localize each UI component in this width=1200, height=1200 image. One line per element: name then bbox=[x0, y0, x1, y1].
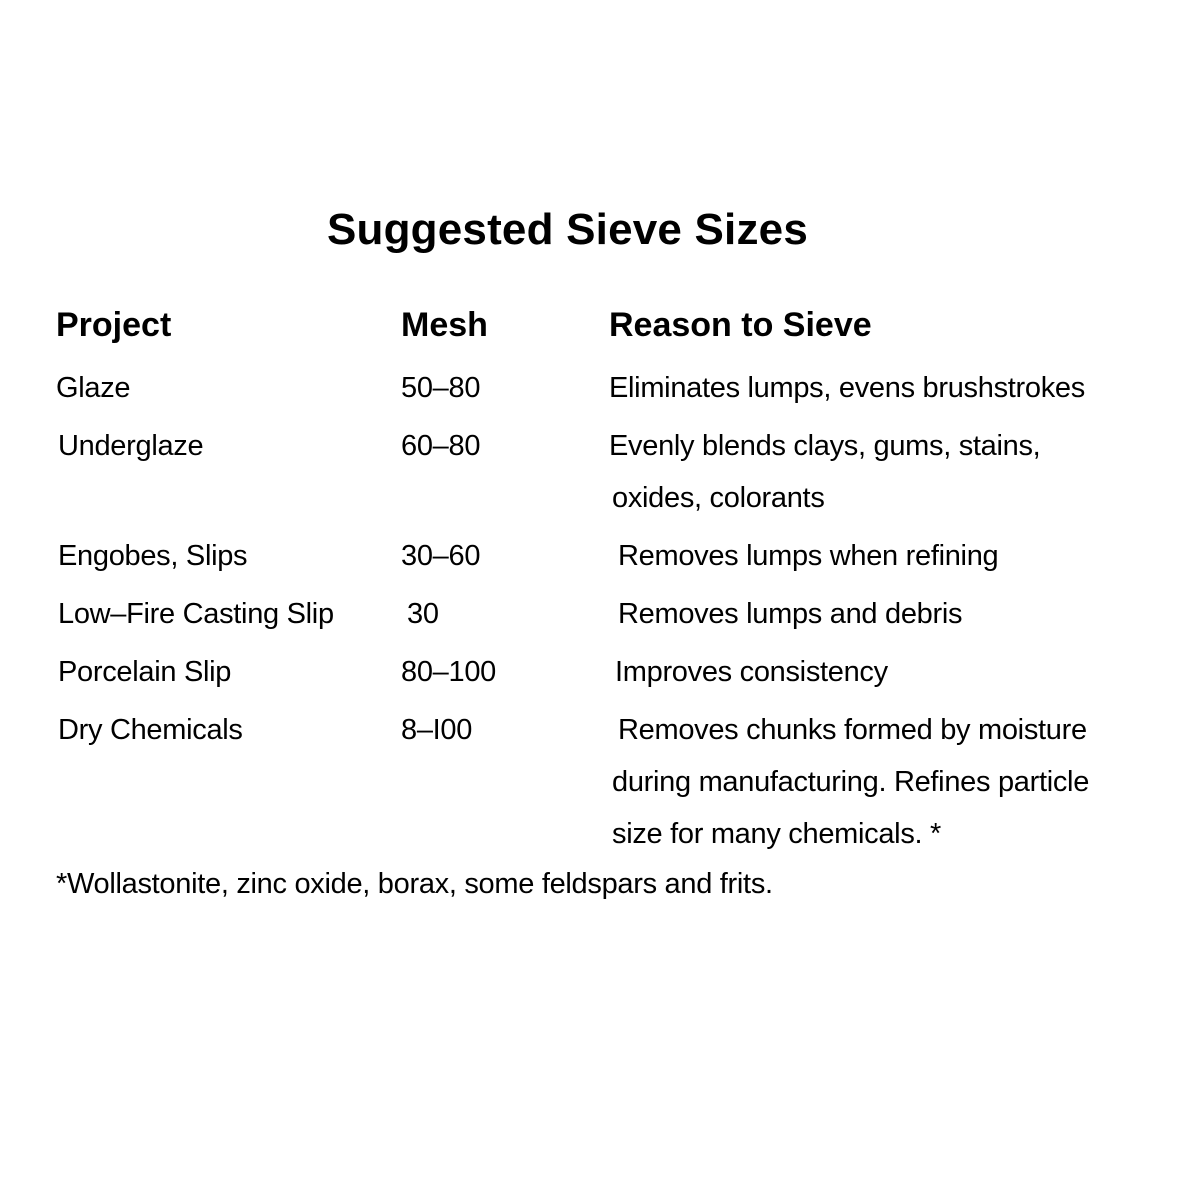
row-glaze-reason: Eliminates lumps, evens brushstrokes bbox=[609, 372, 1085, 404]
row-engobes-project: Engobes, Slips bbox=[58, 540, 248, 572]
footnote: *Wollastonite, zinc oxide, borax, some feldspars and frits. bbox=[56, 868, 773, 900]
row-lowfire-project: Low–Fire Casting Slip bbox=[58, 598, 334, 630]
row-underglaze-project: Underglaze bbox=[58, 430, 204, 462]
row-lowfire-reason: Removes lumps and debris bbox=[618, 598, 963, 630]
row-porcelain-mesh: 80–100 bbox=[401, 656, 496, 688]
row-underglaze-reason-line2: oxides, colorants bbox=[612, 482, 825, 514]
row-underglaze-reason-line1: Evenly blends clays, gums, stains, bbox=[609, 430, 1041, 462]
row-underglaze-mesh: 60–80 bbox=[401, 430, 481, 462]
row-drychem-project: Dry Chemicals bbox=[58, 714, 243, 746]
row-drychem-reason-line2: during manufacturing. Refines particle bbox=[612, 766, 1090, 798]
page-title: Suggested Sieve Sizes bbox=[326, 205, 809, 254]
row-engobes-mesh: 30–60 bbox=[401, 540, 481, 572]
row-drychem-mesh: 8–I00 bbox=[401, 714, 473, 746]
column-header-reason: Reason to Sieve bbox=[609, 306, 872, 344]
row-glaze-mesh: 50–80 bbox=[401, 372, 481, 404]
row-porcelain-project: Porcelain Slip bbox=[58, 656, 232, 688]
row-engobes-reason: Removes lumps when refining bbox=[618, 540, 999, 572]
row-glaze-project: Glaze bbox=[56, 372, 131, 404]
row-drychem-reason-line3: size for many chemicals. * bbox=[612, 818, 942, 850]
column-header-project: Project bbox=[56, 306, 172, 344]
row-drychem-reason-line1: Removes chunks formed by moisture bbox=[618, 714, 1087, 746]
column-header-mesh: Mesh bbox=[401, 306, 488, 344]
row-lowfire-mesh: 30 bbox=[407, 598, 439, 630]
row-porcelain-reason: Improves consistency bbox=[615, 656, 888, 688]
